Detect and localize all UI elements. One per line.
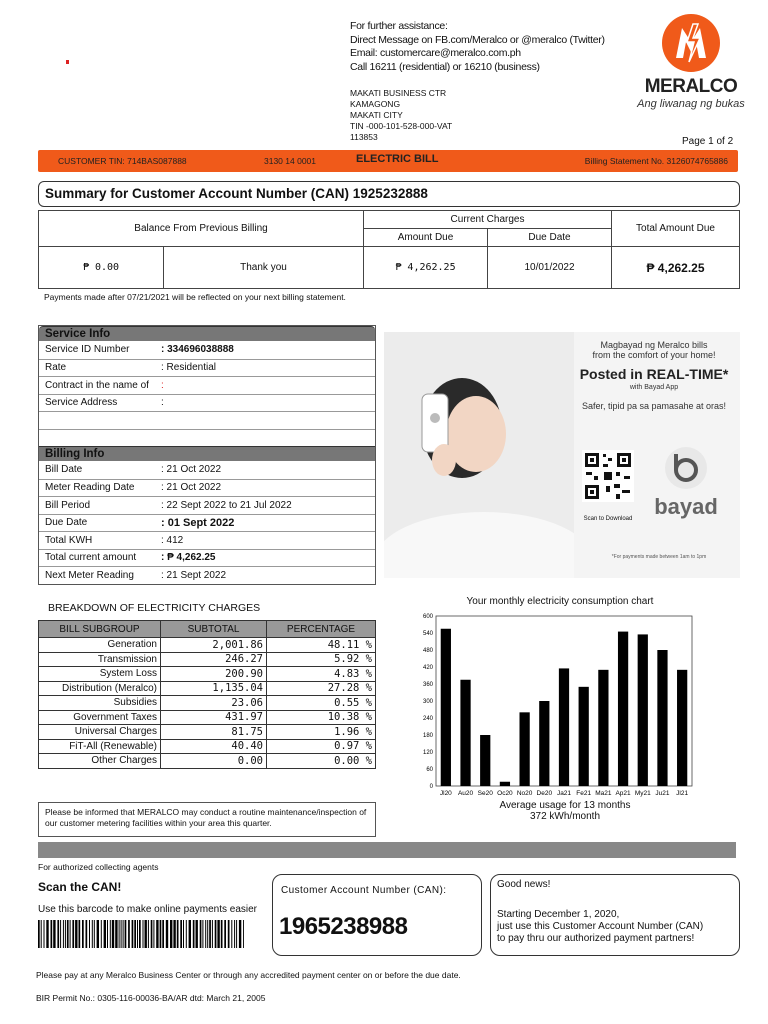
bar-Au20 bbox=[460, 680, 470, 786]
address-line: MAKATI CITY bbox=[350, 110, 403, 120]
barcode-bar bbox=[196, 920, 198, 948]
chart-svg bbox=[410, 596, 720, 826]
barcode-bar bbox=[38, 920, 40, 948]
address-line: TIN -000-101-528-000-VAT bbox=[350, 121, 453, 131]
barcode-bar bbox=[234, 920, 235, 948]
bd-subtotal: 23.06 bbox=[161, 696, 267, 711]
info-key: Service ID Number bbox=[45, 344, 130, 356]
bar-code: 3130 14 0001 bbox=[264, 156, 316, 166]
bd-header: BILL SUBGROUP bbox=[39, 621, 161, 638]
barcode-bar bbox=[173, 920, 175, 948]
barcode-bar bbox=[139, 920, 141, 948]
info-row bbox=[39, 341, 375, 359]
bd-subtotal: 40.40 bbox=[161, 739, 267, 754]
bd-subtotal: 81.75 bbox=[161, 725, 267, 740]
billing-row bbox=[39, 549, 375, 567]
breakdown-row bbox=[39, 754, 376, 769]
billing-row bbox=[39, 461, 375, 479]
barcode-bar bbox=[209, 920, 211, 948]
breakdown-row bbox=[39, 638, 376, 653]
news-line: Starting December 1, 2020, bbox=[497, 909, 620, 920]
x-tick-label: Ap21 bbox=[615, 790, 631, 797]
barcode-bar bbox=[134, 920, 136, 948]
info-key: Service Address bbox=[45, 397, 118, 409]
barcode-bar bbox=[170, 920, 172, 948]
barcode-bar bbox=[79, 920, 81, 948]
barcode-bar bbox=[217, 920, 219, 948]
scan-can-title: Scan the CAN! bbox=[38, 880, 122, 894]
info-key: Contract in the name of bbox=[45, 379, 149, 391]
barcode-bar bbox=[239, 920, 241, 948]
x-tick-label: Ma21 bbox=[595, 790, 612, 797]
red-mark bbox=[66, 60, 69, 64]
barcode-bar bbox=[110, 920, 111, 948]
billing-key: Total KWH bbox=[45, 534, 93, 546]
barcode-bar bbox=[107, 920, 108, 948]
y-tick-label: 600 bbox=[422, 614, 433, 620]
barcode-bar bbox=[224, 920, 226, 948]
bd-percentage: 0.55 % bbox=[267, 696, 376, 711]
barcode-bar bbox=[215, 920, 217, 948]
barcode-bar bbox=[160, 920, 162, 948]
chart-caption-1: Average usage for 13 months bbox=[499, 800, 631, 811]
header-bar bbox=[38, 150, 738, 172]
brand-tagline: Ang liwanag ng bukas bbox=[637, 98, 745, 110]
bd-subgroup: Generation bbox=[39, 638, 161, 653]
bar-Se20 bbox=[480, 735, 490, 786]
chart-caption-2: 372 kWh/month bbox=[529, 811, 601, 822]
bd-subtotal: 2,001.86 bbox=[161, 638, 267, 653]
qr-code-icon bbox=[582, 450, 634, 502]
breakdown-row bbox=[39, 667, 376, 682]
barcode-bar bbox=[53, 920, 55, 948]
summary-table bbox=[38, 210, 740, 289]
barcode-bar bbox=[125, 920, 127, 948]
barcode-bar bbox=[41, 920, 42, 948]
barcode-bar bbox=[151, 920, 153, 948]
col-current: Current Charges bbox=[364, 211, 612, 229]
bd-subtotal: 200.90 bbox=[161, 667, 267, 682]
bd-subgroup: System Loss bbox=[39, 667, 161, 682]
summary-title: Summary for Customer Account Number (CAN) 1925232888 bbox=[38, 181, 740, 207]
col-amount-due: Amount Due bbox=[364, 229, 488, 247]
x-tick-label: Ju21 bbox=[655, 790, 670, 797]
billing-key: Bill Date bbox=[45, 464, 83, 476]
bar-Ju21 bbox=[657, 650, 667, 786]
bar-Jl21 bbox=[677, 670, 687, 786]
agents-label: For authorized collecting agents bbox=[38, 862, 159, 872]
barcode-bar bbox=[65, 920, 66, 948]
barcode-bar bbox=[162, 920, 164, 948]
barcode-bar bbox=[70, 920, 71, 948]
news-title: Good news! bbox=[497, 879, 551, 890]
bayad-brand: bayad bbox=[654, 494, 718, 519]
barcode-bar bbox=[128, 920, 130, 948]
info-key: Rate bbox=[45, 362, 67, 374]
bd-subtotal: 431.97 bbox=[161, 710, 267, 725]
bd-subgroup: Distribution (Meralco) bbox=[39, 681, 161, 696]
promo-line-1: Magbayad ng Meralco bills bbox=[600, 340, 708, 350]
promo-headline: Posted in REAL-TIME* bbox=[579, 366, 729, 382]
scan-can-sub: Use this barcode to make online payments easier bbox=[38, 904, 258, 915]
bd-subtotal: 1,135.04 bbox=[161, 681, 267, 696]
y-tick-label: 420 bbox=[422, 665, 433, 671]
barcode-bar bbox=[119, 920, 120, 948]
info-value: : bbox=[161, 397, 164, 409]
barcode-bar bbox=[115, 920, 117, 948]
billing-row bbox=[39, 479, 375, 497]
address-line: 113853 bbox=[350, 132, 378, 142]
billing-key: Meter Reading Date bbox=[45, 482, 135, 494]
barcode-bar bbox=[63, 920, 64, 948]
breakdown-row bbox=[39, 725, 376, 740]
maintenance-notice: Please be informed that MERALCO may conduct a routine maintenance/inspection of our customer metering facilities within your area this quarter. bbox=[38, 802, 376, 837]
info-row bbox=[39, 359, 375, 377]
breakdown-row bbox=[39, 652, 376, 667]
can-box bbox=[272, 874, 482, 956]
bd-percentage: 5.92 % bbox=[267, 652, 376, 667]
barcode-bar bbox=[189, 920, 191, 948]
payment-note: Payments made after 07/21/2021 will be reflected on your next billing statement. bbox=[44, 292, 346, 302]
bar-No20 bbox=[519, 712, 529, 786]
x-tick-label: Oc20 bbox=[497, 790, 513, 797]
billing-value: : 21 Oct 2022 bbox=[161, 464, 222, 476]
bd-subgroup: Universal Charges bbox=[39, 725, 161, 740]
bd-percentage: 0.00 % bbox=[267, 754, 376, 769]
billing-value: : 01 Sept 2022 bbox=[161, 516, 235, 529]
x-tick-label: Jl20 bbox=[439, 790, 452, 797]
barcode-bar bbox=[200, 920, 202, 948]
can-number: 1965238988 bbox=[279, 913, 408, 940]
barcode-bar bbox=[101, 920, 102, 948]
barcode-bar bbox=[236, 920, 237, 948]
breakdown-row bbox=[39, 710, 376, 725]
barcode-bar bbox=[166, 920, 168, 948]
bd-subgroup: Other Charges bbox=[39, 754, 161, 769]
billing-value: : 21 Oct 2022 bbox=[161, 482, 222, 494]
billing-value: : 412 bbox=[161, 534, 184, 546]
barcode-bar bbox=[243, 920, 244, 948]
barcode-bar bbox=[112, 920, 114, 948]
news-line: just use this Customer Account Number (CAN) bbox=[497, 921, 704, 932]
col-balance: Balance From Previous Billing bbox=[39, 211, 364, 247]
info-row-empty bbox=[39, 429, 375, 447]
billing-key: Next Meter Reading bbox=[45, 569, 134, 581]
customer-tin: CUSTOMER TIN: 714BAS087888 bbox=[58, 156, 187, 166]
barcode-bar bbox=[44, 920, 45, 948]
x-tick-label: Se20 bbox=[477, 790, 493, 797]
barcode-bar bbox=[82, 920, 84, 948]
info-value: : Residential bbox=[161, 362, 217, 374]
barcode-bar bbox=[97, 920, 99, 948]
barcode-bar bbox=[177, 920, 179, 948]
barcode-bar bbox=[145, 920, 147, 948]
bd-percentage: 27.28 % bbox=[267, 681, 376, 696]
barcode-bar bbox=[123, 920, 124, 948]
bd-percentage: 0.97 % bbox=[267, 739, 376, 754]
meralco-logo bbox=[636, 12, 746, 110]
bar-My21 bbox=[638, 634, 648, 786]
barcode-bar bbox=[156, 920, 158, 948]
y-tick-label: 540 bbox=[422, 631, 433, 637]
office-address bbox=[350, 88, 452, 143]
info-value: : 334696038888 bbox=[161, 344, 234, 356]
promo-tagline: Safer, tipid pa sa pamasahe at oras! bbox=[581, 401, 727, 411]
barcode-bar bbox=[202, 920, 203, 948]
barcode-bar bbox=[207, 920, 208, 948]
barcode-bar bbox=[148, 920, 149, 948]
bd-subgroup: Government Taxes bbox=[39, 710, 161, 725]
bayad-logo-icon bbox=[664, 446, 708, 490]
bd-percentage: 4.83 % bbox=[267, 667, 376, 682]
can-label: Customer Account Number (CAN): bbox=[281, 885, 447, 896]
barcode-bar bbox=[104, 920, 106, 948]
barcode-bar bbox=[121, 920, 122, 948]
thank-you: Thank you bbox=[164, 247, 364, 289]
billing-info-header: Billing Info bbox=[39, 446, 375, 461]
x-tick-label: No20 bbox=[516, 790, 533, 797]
barcode-bar bbox=[183, 920, 184, 948]
barcode-bar bbox=[46, 920, 48, 948]
good-news-box bbox=[490, 874, 740, 956]
billing-value: : ₱ 4,262.25 bbox=[161, 552, 216, 564]
billing-row bbox=[39, 514, 375, 532]
y-tick-label: 480 bbox=[422, 648, 433, 654]
news-line: to pay thru our authorized payment partners! bbox=[497, 933, 695, 944]
barcode-bar bbox=[67, 920, 69, 948]
y-tick-label: 60 bbox=[426, 767, 433, 773]
bar-Fe21 bbox=[579, 687, 589, 786]
x-tick-label: De20 bbox=[536, 790, 553, 797]
y-tick-label: 180 bbox=[422, 733, 433, 739]
col-due-date: Due Date bbox=[488, 229, 612, 247]
amount-due-value: ₱ 4,262.25 bbox=[364, 247, 488, 289]
address-line: KAMAGONG bbox=[350, 99, 401, 109]
col-total: Total Amount Due bbox=[612, 211, 740, 247]
x-tick-label: Au20 bbox=[457, 790, 474, 797]
x-tick-label: My21 bbox=[634, 790, 651, 797]
barcode-bar bbox=[153, 920, 154, 948]
y-tick-label: 300 bbox=[422, 699, 433, 705]
bayad-promo bbox=[384, 332, 740, 578]
bd-subgroup: Transmission bbox=[39, 652, 161, 667]
barcode-bar bbox=[221, 920, 223, 948]
barcode-bar bbox=[137, 920, 138, 948]
page-number: Page 1 of 2 bbox=[682, 136, 734, 147]
x-tick-label: Ja21 bbox=[556, 790, 572, 797]
barcode-bar bbox=[193, 920, 195, 948]
barcode-bar bbox=[132, 920, 134, 948]
barcode-bar bbox=[72, 920, 74, 948]
y-tick-label: 360 bbox=[422, 682, 433, 688]
chart-title: Your monthly electricity consumption chart bbox=[466, 596, 654, 607]
bd-subtotal: 0.00 bbox=[161, 754, 267, 769]
bar-Ja21 bbox=[559, 668, 569, 786]
bd-percentage: 48.11 % bbox=[267, 638, 376, 653]
billing-key: Due Date bbox=[45, 517, 88, 529]
divider-bar bbox=[38, 842, 736, 858]
footer-bir-permit: BIR Permit No.: 0305-116-00036-BA/AR dtd: March 21, 2005 bbox=[36, 993, 266, 1003]
barcode-bar bbox=[94, 920, 95, 948]
can-barcode[interactable] bbox=[38, 920, 244, 948]
bar-De20 bbox=[539, 701, 549, 786]
bd-percentage: 10.38 % bbox=[267, 710, 376, 725]
promo-fine-print: *For payments made between 1am to 1pm bbox=[611, 554, 707, 560]
assist-line: For further assistance: bbox=[350, 20, 448, 32]
assist-line: Direct Message on FB.com/Meralco or @meralco (Twitter) bbox=[350, 33, 605, 46]
consumption-chart bbox=[410, 596, 720, 826]
bd-percentage: 1.96 % bbox=[267, 725, 376, 740]
info-row-empty bbox=[39, 411, 375, 429]
barcode-bar bbox=[212, 920, 213, 948]
promo-photo bbox=[384, 332, 574, 578]
bd-subgroup: FiT-All (Renewable) bbox=[39, 739, 161, 754]
barcode-bar bbox=[186, 920, 187, 948]
billing-key: Bill Period bbox=[45, 499, 91, 511]
bd-header: PERCENTAGE bbox=[267, 621, 376, 638]
barcode-bar bbox=[228, 920, 230, 948]
bar-Ap21 bbox=[618, 632, 628, 786]
meralco-logo-icon bbox=[660, 12, 722, 74]
breakdown-row bbox=[39, 739, 376, 754]
bill-label: ELECTRIC BILL bbox=[356, 153, 439, 165]
billing-row bbox=[39, 496, 375, 514]
info-value: : bbox=[161, 379, 164, 391]
balance-value: ₱ 0.00 bbox=[39, 247, 164, 289]
bd-subgroup: Subsidies bbox=[39, 696, 161, 711]
x-tick-label: Fe21 bbox=[576, 790, 592, 797]
billing-row bbox=[39, 566, 375, 584]
barcode-bar bbox=[231, 920, 232, 948]
brand-name: MERALCO bbox=[644, 76, 738, 97]
assist-line: Call 16211 (residential) or 16210 (business) bbox=[350, 60, 540, 73]
barcode-bar bbox=[57, 920, 59, 948]
bar-Ma21 bbox=[598, 670, 608, 786]
billing-row bbox=[39, 531, 375, 549]
assist-line: Email: customercare@meralco.com.ph bbox=[350, 47, 521, 59]
billing-value: : 22 Sept 2022 to 21 Jul 2022 bbox=[161, 499, 292, 511]
promo-line-2: from the comfort of your home! bbox=[592, 350, 716, 360]
y-tick-label: 240 bbox=[422, 716, 433, 722]
bd-subtotal: 246.27 bbox=[161, 652, 267, 667]
info-row bbox=[39, 376, 375, 394]
breakdown-table bbox=[38, 620, 376, 769]
bd-header: SUBTOTAL bbox=[161, 621, 267, 638]
promo-sub: with Bayad App bbox=[629, 384, 679, 391]
barcode-bar bbox=[205, 920, 206, 948]
y-tick-label: 0 bbox=[429, 784, 433, 790]
info-panel bbox=[38, 325, 376, 585]
due-date-value: 10/01/2022 bbox=[488, 247, 612, 289]
statement-number: Billing Statement No. 3126074765886 bbox=[584, 156, 728, 166]
bar-Oc20 bbox=[500, 782, 510, 786]
barcode-bar bbox=[143, 920, 144, 948]
x-tick-label: Jl21 bbox=[676, 790, 689, 797]
barcode-bar bbox=[89, 920, 90, 948]
service-info-header: Service Info bbox=[39, 326, 375, 341]
barcode-bar bbox=[51, 920, 53, 948]
assistance-block bbox=[350, 20, 605, 74]
barcode-bar bbox=[92, 920, 93, 948]
bar-Jl20 bbox=[441, 629, 451, 786]
y-tick-label: 120 bbox=[422, 750, 433, 756]
scan-download: Scan to Download bbox=[583, 516, 633, 522]
footer-payment-note: Please pay at any Meralco Business Center or through any accredited payment center on or before the due date. bbox=[36, 970, 461, 980]
address-line: MAKATI BUSINESS CTR bbox=[350, 88, 447, 98]
billing-key: Total current amount bbox=[45, 552, 137, 564]
billing-value: : 21 Sept 2022 bbox=[161, 569, 227, 581]
barcode-bar bbox=[180, 920, 182, 948]
breakdown-row bbox=[39, 696, 376, 711]
barcode-bar bbox=[75, 920, 77, 948]
breakdown-title: BREAKDOWN OF ELECTRICITY CHARGES bbox=[48, 602, 261, 614]
total-value: ₱ 4,262.25 bbox=[612, 247, 740, 289]
barcode-bar bbox=[60, 920, 61, 948]
info-row bbox=[39, 394, 375, 412]
breakdown-row bbox=[39, 681, 376, 696]
barcode-bar bbox=[86, 920, 88, 948]
